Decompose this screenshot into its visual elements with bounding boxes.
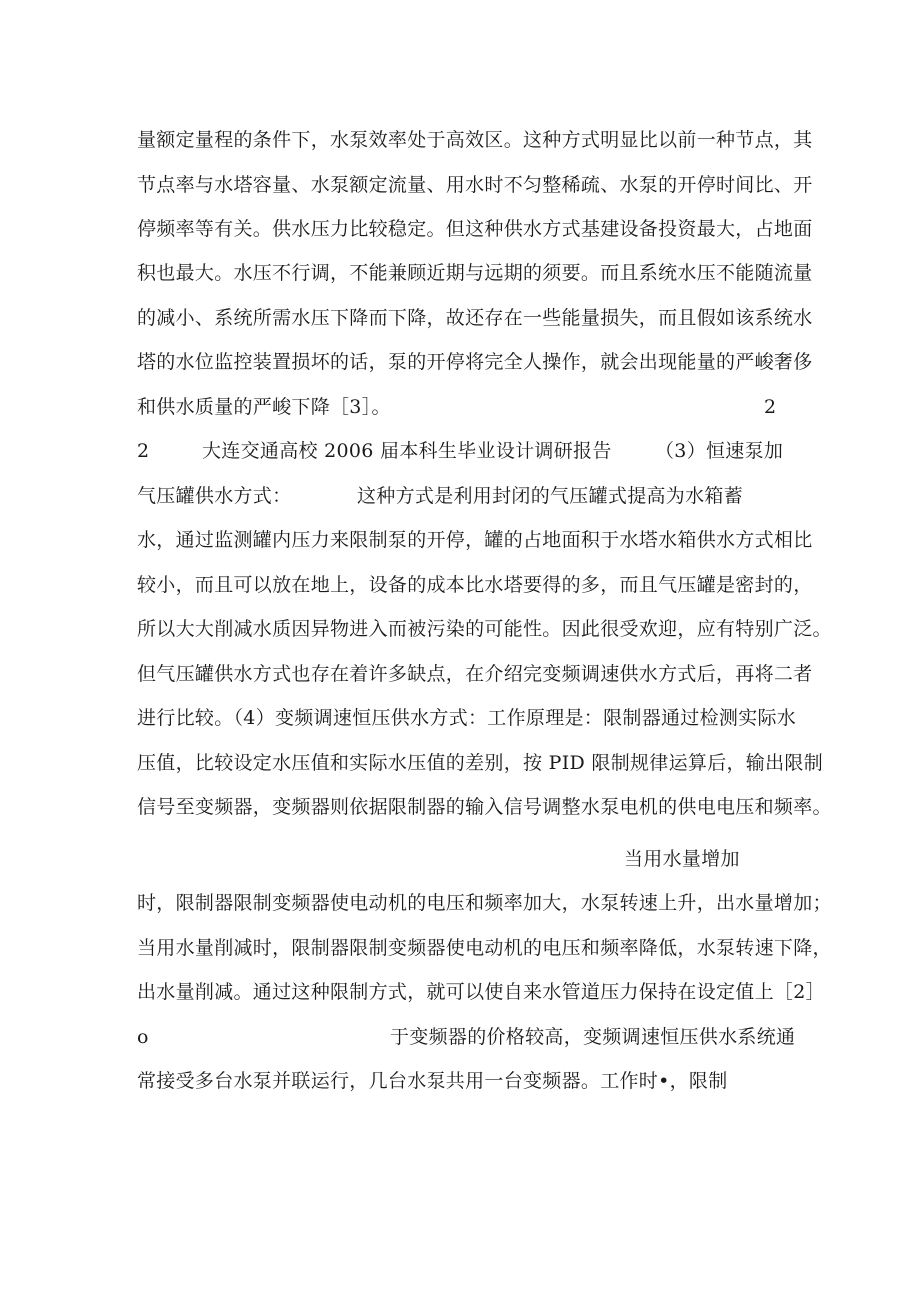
stray-char: o (137, 1026, 149, 1048)
indented-fragment: 当用水量增加 (624, 848, 740, 870)
paragraph-line: 和供水质量的严峻下降［3］。 (137, 396, 391, 418)
section-heading-start: （3）恒速泵加 (655, 440, 784, 462)
paragraph-line: 常接受多台水泵并联运行，几台水泵共用一台变频器。工作时•，限制 (137, 1070, 728, 1092)
section-continuation: 于变频器的价格较高，变频调速恒压供水系统通 (390, 1026, 796, 1048)
paragraph-line: 停频率等有关。供水压力比较稳定。但这种供水方式基建设备投资最大，占地面 (137, 218, 813, 240)
paragraph-line: 的减小、系统所需水压下降而下降，故还存在一些能量损失，而且假如该系统水 (137, 307, 813, 329)
paragraph-line: 时，限制器限制变频器使电动机的电压和频率加大，水泵转速上升，出水量增加； (137, 892, 832, 914)
paragraph-line: 出水量削减。通过这种限制方式，就可以使自来水管道压力保持在设定值上［2］ (137, 981, 825, 1003)
paragraph-line: 但气压罐供水方式也存在着许多缺点，在介绍完变频调速供水方式后，再将二者 (137, 663, 813, 685)
paragraph-line: 信号至变频器，变频器则依据限制器的输入信号调整水泵电机的供电电压和频率。 (137, 796, 832, 818)
section-label: 气压罐供水方式： (137, 485, 292, 507)
paragraph-line: 塔的水位监控装置损坏的话，泵的开停将完全人操作，就会出现能量的严峻奢侈 (137, 351, 813, 373)
paragraph-line: 所以大大削减水质因异物进入而被污染的可能性。因此很受欢迎，应有特别广泛。 (137, 618, 832, 640)
paragraph-line: 积也最大。水压不行调，不能兼顾近期与远期的须要。而且系统水压不能随流量 (137, 262, 813, 284)
paragraph-line: 压值，比较设定水压值和实际水压值的差别，按 PID 限制规律运算后，输出限制 (137, 752, 824, 774)
paragraph-line: 水，通过监测罐内压力来限制泵的开停，罐的占地面积于水塔水箱供水方式相比 (137, 529, 813, 551)
running-title: 大连交通高校 2006 届本科生毕业设计调研报告 (202, 440, 612, 462)
paragraph-line: 进行比较。（4）变频调速恒压供水方式：工作原理是：限制器通过检测实际水 (137, 707, 797, 729)
section-first-text: 这种方式是利用封闭的气压罐式提高为水箱蓄 (357, 485, 744, 507)
paragraph-line: 较小，而且可以放在地上，设备的成本比水塔要得的多，而且气压罐是密封的， (137, 574, 813, 596)
paragraph-line: 量额定量程的条件下，水泵效率处于高效区。这种方式明显比以前一种节点，其 (137, 129, 813, 151)
paragraph-line: 当用水量削减时，限制器限制变频器使电动机的电压和频率降低，水泵转速下降， (137, 937, 832, 959)
paragraph-line: 节点率与水塔容量、水泵额定流量、用水时不匀整稀疏、水泵的开停时间比、开 (137, 174, 813, 196)
page-marker: 2 (764, 396, 777, 418)
header-page-number: 2 (137, 440, 150, 462)
